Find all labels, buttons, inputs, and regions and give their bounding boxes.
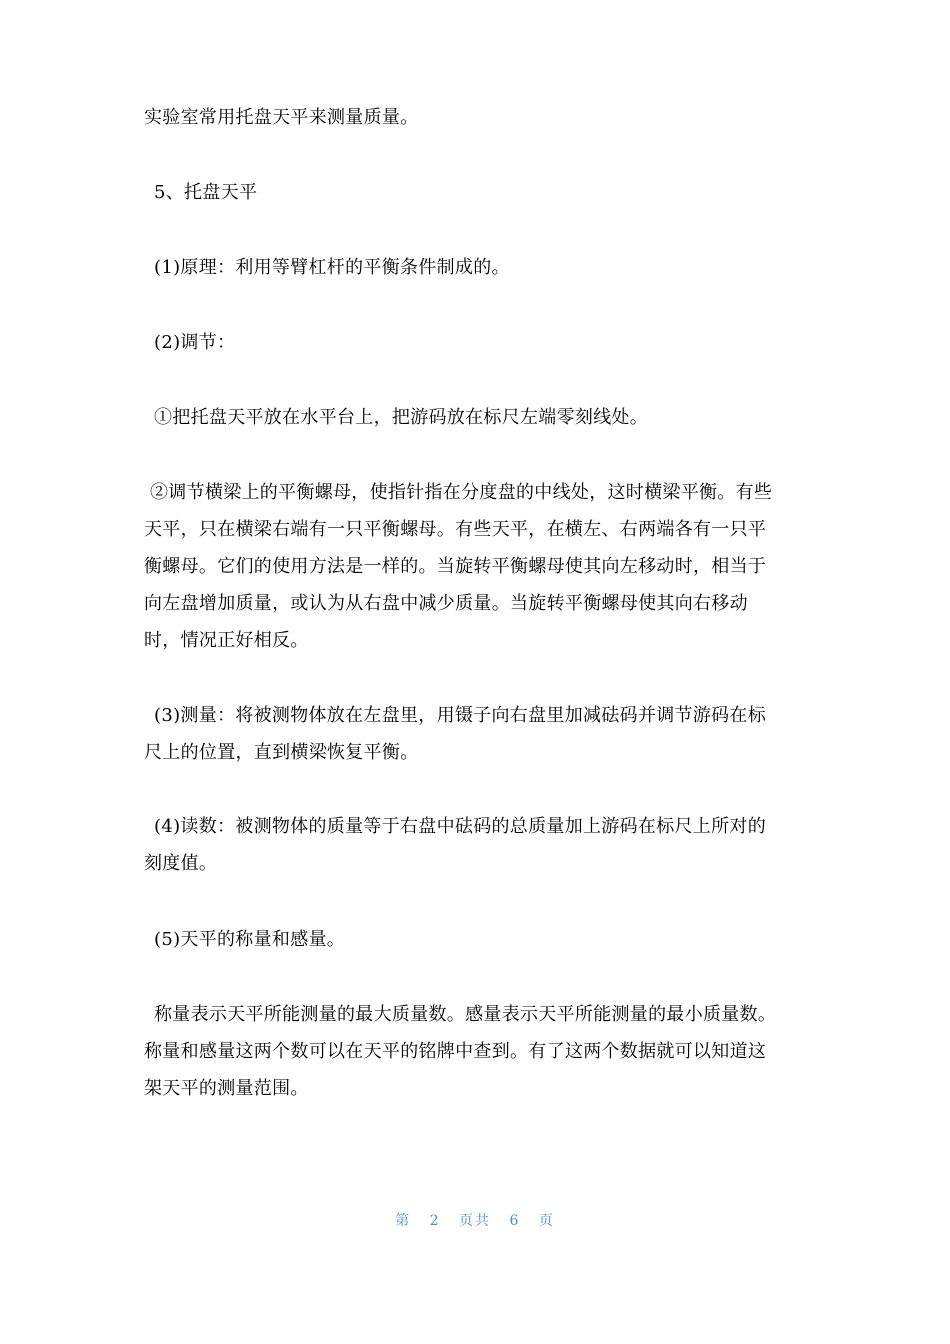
paragraph-measurement (144, 697, 809, 771)
text-line: 5、托盘天平 (154, 182, 258, 203)
paragraph-principle (154, 249, 819, 286)
text-line: (3)测量：将被测物体放在左盘里，用镊子向右盘里加减砝码并调节游码在标 (154, 705, 766, 726)
footer-prefix: 第 (395, 1213, 412, 1229)
text-line: (4)读数：被测物体的质量等于右盘中砝码的总质量加上游码在标尺上所对的 (154, 816, 766, 837)
paragraph-step-one (154, 399, 819, 436)
text-line: (1)原理：利用等臂杠杆的平衡条件制成的。 (154, 257, 510, 278)
footer-total-pages: 6 (509, 1213, 521, 1229)
paragraph-step-two (144, 474, 809, 659)
text-line: 衡螺母。它们的使用方法是一样的。当旋转平衡螺母使其向左移动时，相当于 (144, 556, 767, 577)
text-line: ①把托盘天平放在水平台上，把游码放在标尺左端零刻线处。 (154, 407, 649, 428)
text-line: 刻度值。 (144, 853, 218, 874)
text-line: ②调节横梁上的平衡螺母，使指针指在分度盘的中线处，这时横梁平衡。有些 (150, 482, 773, 503)
text-line: 向左盘增加质量，或认为从右盘中减少质量。当旋转平衡螺母使其向右移动 (144, 593, 748, 614)
paragraph-capacity-sensitivity (154, 921, 819, 958)
text-line: 称量表示天平所能测量的最大质量数。感量表示天平所能测量的最小质量数。 (154, 1004, 777, 1025)
footer-current-page: 2 (429, 1213, 441, 1229)
page-footer (0, 1210, 950, 1230)
text-line: 架天平的测量范围。 (144, 1078, 309, 1099)
heading-tray-balance (154, 174, 819, 211)
text-line: (5)天平的称量和感量。 (154, 929, 346, 950)
text-line: 时，情况正好相反。 (144, 630, 309, 651)
text-line: 实验室常用托盘天平来测量质量。 (144, 107, 419, 128)
text-line: 天平，只在横梁右端有一只平衡螺母。有些天平，在横左、右两端各有一只平 (144, 519, 767, 540)
paragraph-capacity-definition (144, 996, 809, 1107)
text-line: 尺上的位置，直到横梁恢复平衡。 (144, 742, 419, 763)
text-line: 称量和感量这两个数可以在天平的铭牌中查到。有了这两个数据就可以知道这 (144, 1041, 767, 1062)
footer-middle: 页共 (459, 1213, 491, 1229)
paragraph-reading (144, 808, 809, 882)
paragraph-lab-balance (144, 99, 809, 136)
text-line: (2)调节： (154, 332, 236, 353)
footer-suffix: 页 (538, 1213, 555, 1229)
paragraph-adjustment (154, 324, 819, 361)
